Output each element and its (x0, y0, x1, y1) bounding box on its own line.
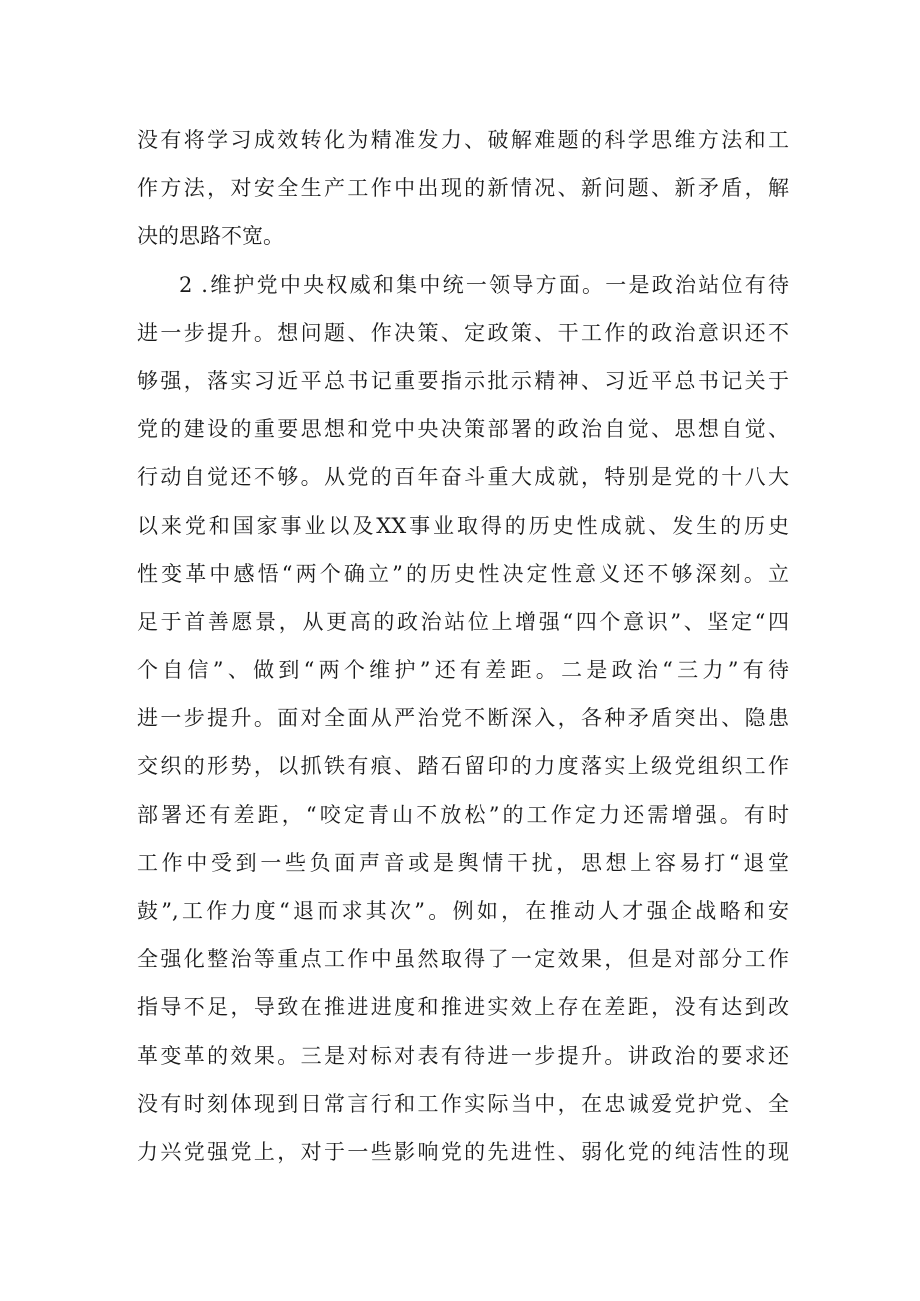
text-line: 鼓”,工作力度“退而求其次”。例如，在推动人才强企战略和安 (137, 899, 789, 923)
text-line: 没有时刻体现到日常言行和工作实际当中，在忠诚爱党护党、全 (137, 1091, 789, 1116)
text-line: 没有将学习成效转化为精准发力、破解难题的科学思维方法和工 (137, 128, 789, 152)
text-line: 决的思路不宽。 (137, 224, 284, 249)
text-line: 够强，落实习近平总书记重要指示批示精神、习近平总书记关于 (137, 368, 789, 393)
document-body (137, 116, 789, 1176)
text-line: 足于首善愿景，从更高的政治站位上增强“四个意识”、坚定“四 (137, 609, 789, 634)
text-line: 革变革的效果。三是对标对表有待进一步提升。讲政治的要求还 (137, 1043, 789, 1068)
text-line: 进一步提升。面对全面从严治党不断深入，各种矛盾突出、隐患 (137, 706, 789, 731)
text-line: 全强化整治等重点工作中虽然取得了一定效果，但是对部分工作 (137, 947, 789, 972)
text-line: 作方法，对安全生产工作中出现的新情况、新问题、新矛盾，解 (137, 176, 789, 201)
text-line: 以来党和国家事业以及XX事业取得的历史性成就、发生的历史 (137, 513, 789, 538)
text-line: 2 .维护党中央权威和集中统一领导方面。一是政治站位有待 (179, 272, 789, 297)
text-line: 交织的形势，以抓铁有痕、踏石留印的力度落实上级党组织工作 (137, 754, 789, 779)
text-line: 性变革中感悟“两个确立”的历史性决定性意义还不够深刻。立 (137, 561, 789, 586)
paragraph (137, 261, 789, 1177)
text-line: 指导不足，导致在推进进度和推进实效上存在差距，没有达到改 (137, 995, 789, 1020)
paragraph (137, 116, 789, 261)
text-line: 进一步提升。想问题、作决策、定政策、干工作的政治意识还不 (137, 320, 789, 345)
text-line: 党的建设的重要思想和党中央决策部署的政治自觉、思想自觉、 (137, 417, 789, 442)
text-line: 行动自觉还不够。从党的百年奋斗重大成就，特别是党的十八大 (137, 465, 789, 490)
text-line: 工作中受到一些负面声音或是舆情干扰，思想上容易打“退堂 (137, 850, 789, 875)
text-line: 个自信”、做到“两个维护”还有差距。二是政治“三力”有待 (137, 658, 789, 683)
text-line: 部署还有差距，“咬定青山不放松”的工作定力还需增强。有时 (137, 802, 789, 827)
text-line: 力兴党强党上，对于一些影响党的先进性、弱化党的纯洁性的现 (137, 1139, 789, 1164)
